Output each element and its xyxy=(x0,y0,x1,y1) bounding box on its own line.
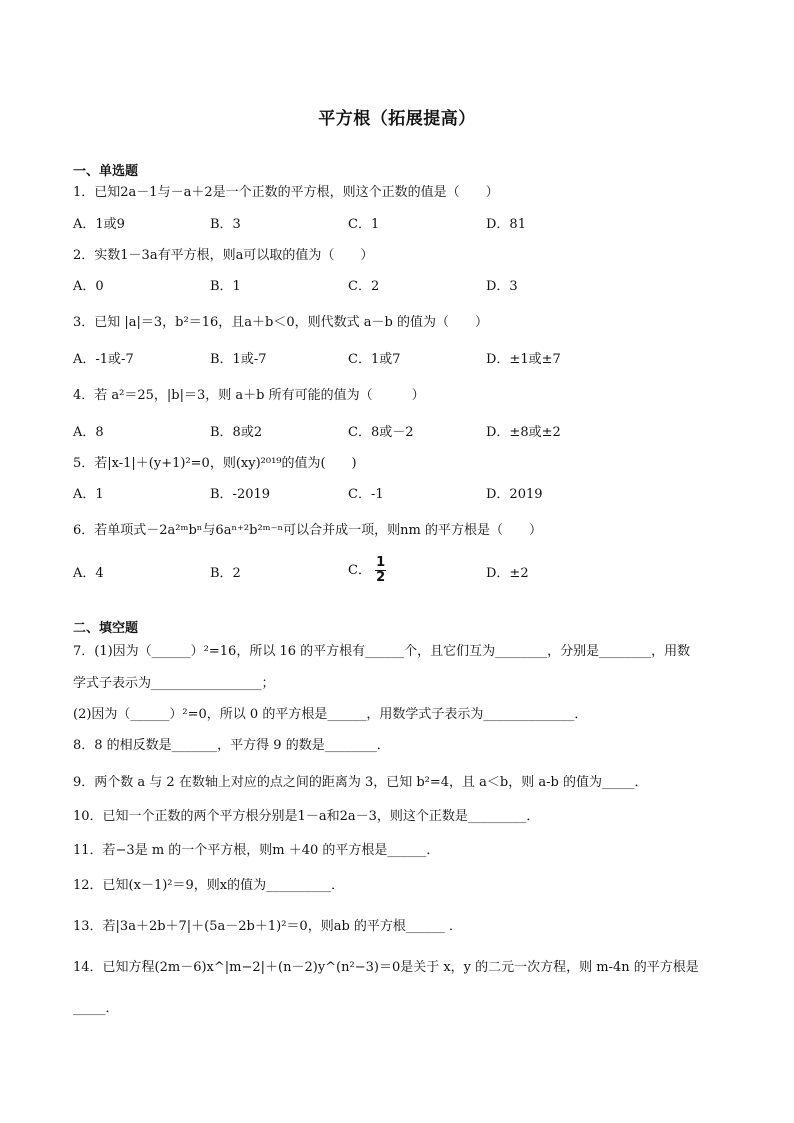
one-half-fraction xyxy=(375,556,386,585)
q5-option-c: C．-1 xyxy=(348,487,384,502)
q2-option-c: C．2 xyxy=(348,279,380,294)
fraction-numerator: 1 xyxy=(376,555,386,570)
q1-option-d: D．81 xyxy=(486,217,526,232)
question-12: 12．已知(x－1)²＝9，则x的值为__________． xyxy=(73,878,345,893)
q1-option-a: A．1或9 xyxy=(73,217,125,232)
question-7-part1-line2: 学式子表示为_________________； xyxy=(73,676,275,691)
q6-option-d: D．±2 xyxy=(486,566,529,581)
fraction-denominator: 2 xyxy=(376,570,386,585)
question-3: 3．已知 |a|＝3，b²＝16，且a＋b＜0，则代数式 a－b 的值为（ ） xyxy=(73,315,488,330)
question-11: 11．若−3是 m 的一个平方根，则m ＋40 的平方根是______． xyxy=(73,843,440,858)
q4-option-c: C．8或－2 xyxy=(348,425,414,440)
q2-option-d: D．3 xyxy=(486,279,518,294)
q6-option-b: B．2 xyxy=(210,566,241,581)
q3-option-d: D．±1或±7 xyxy=(486,352,561,367)
q2-option-a: A．0 xyxy=(73,279,104,294)
q6-option-c xyxy=(348,556,386,585)
q4-option-a: A．8 xyxy=(73,425,104,440)
question-9: 9．两个数 a 与 2 在数轴上对应的点之间的距离为 3，已知 b²=4，且 a＜b，则 a-b 的值为_____． xyxy=(73,775,648,790)
q1-option-b: B．3 xyxy=(210,217,241,232)
page-title: 平方根（拓展提高） xyxy=(318,109,476,129)
q1-option-c: C．1 xyxy=(348,217,380,232)
q6-option-c-label: C． xyxy=(348,563,371,578)
q4-option-d: D．±8或±2 xyxy=(486,425,561,440)
q5-option-a: A．1 xyxy=(73,487,104,502)
q3-option-c: C．1或7 xyxy=(348,352,401,367)
question-6: 6．若单项式－2a²ᵐbⁿ与6aⁿ⁺²b²ᵐ⁻ⁿ可以合并成一项，则nm 的平方根是（ ） xyxy=(73,523,542,538)
question-13: 13．若|3a＋2b＋7|＋(5a－2b＋1)²＝0，则ab 的平方根______ ． xyxy=(73,919,463,934)
question-7-part1-line1: 7．(1)因为（______）²=16，所以 16 的平方根有______个，且它们互为________，分别是________，用数 xyxy=(73,644,691,659)
question-4: 4．若 a²＝25，|b|＝3，则 a＋b 所有可能的值为（ ） xyxy=(73,388,425,403)
section-heading-fill-blank: 二、填空题 xyxy=(73,621,139,636)
question-5: 5．若|x-1|＋(y+1)²=0，则(xy)²⁰¹⁹的值为( ) xyxy=(73,456,357,471)
q3-option-a: A．-1或-7 xyxy=(73,352,134,367)
q3-option-b: B．1或-7 xyxy=(210,352,267,367)
section-heading-single-choice: 一、单选题 xyxy=(73,164,139,179)
question-1: 1．已知2a－1与－a＋2是一个正数的平方根，则这个正数的值是（ ） xyxy=(73,185,499,200)
q6-option-a: A．4 xyxy=(73,566,104,581)
q4-option-b: B．8或2 xyxy=(210,425,263,440)
question-14: 14．已知方程(2m－6)x^|m−2|＋(n－2)y^(n²−3)＝0是关于 x，y 的二元一次方程，则 m-4n 的平方根是 xyxy=(73,960,699,975)
q5-option-b: B．-2019 xyxy=(210,487,271,502)
question-7-part2: (2)因为（______）²=0，所以 0 的平方根是______，用数学式子表示为______________． xyxy=(73,707,588,722)
question-10: 10．已知一个正数的两个平方根分别是1－a和2a－3，则这个正数是_________． xyxy=(73,809,540,824)
q2-option-b: B．1 xyxy=(210,279,241,294)
q5-option-d: D．2019 xyxy=(486,487,543,502)
question-8: 8．8 的相反数是_______，平方得 9 的数是________． xyxy=(73,738,390,753)
question-2: 2．实数1－3a有平方根，则a可以取的值为（ ） xyxy=(73,248,374,263)
question-14-answer-line: _____． xyxy=(73,1001,119,1016)
